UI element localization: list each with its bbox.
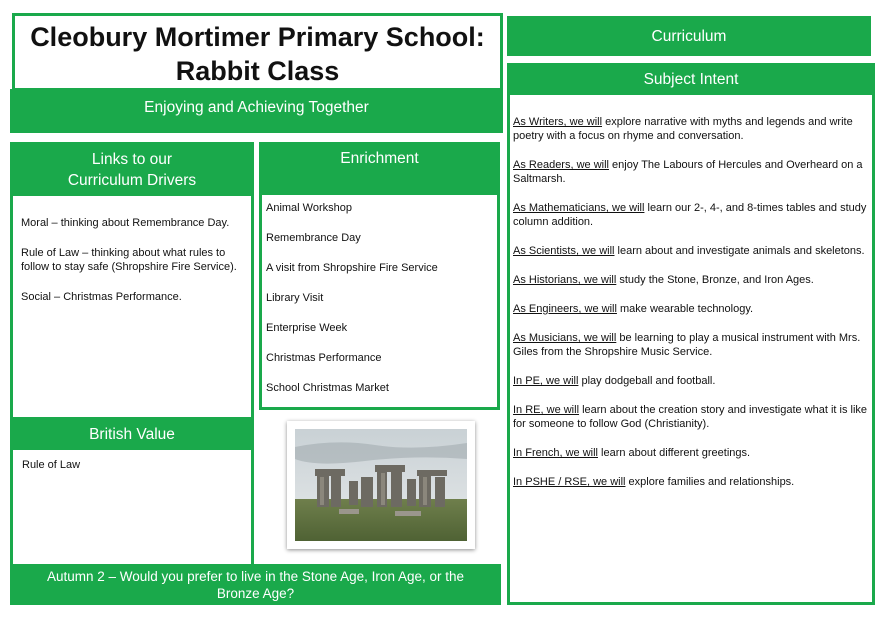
british-value-header [10,418,254,450]
intent-list [513,115,869,504]
curriculum-heading: Curriculum [651,27,727,45]
stonehenge-photo [287,421,475,549]
school-title-box [12,13,503,91]
intent-engineers: As Engineers, we will make wearable technology. [513,303,754,315]
enrichment-header [259,142,500,195]
driver-item-moral: Moral – thinking about Remembrance Day. [21,217,230,229]
drivers-list [21,216,249,320]
enrichment-item: Library Visit [266,292,324,304]
british-value-text: Rule of Law [22,459,81,471]
enrichment-heading: Enrichment [340,150,419,167]
drivers-heading-line1: Links to our [91,151,173,168]
intent-musicians: As Musicians, we will be learning to play a musical instrument with Mrs. Giles from the Shropshire Music Service. [513,332,861,358]
enrichment-list [266,201,494,411]
enrichment-item: Remembrance Day [266,232,361,244]
enrichment-item: Christmas Performance [266,352,382,364]
intent-pshe-rse: In PSHE / RSE, we will explore families and relationships. [513,476,795,488]
enrichment-item: A visit from Shropshire Fire Service [266,262,438,274]
enquiry-question: Autumn 2 – Would you prefer to live in the Stone Age, Iron Age, or the Bronze Age? [46,568,464,601]
intent-scientists: As Scientists, we will learn about and investigate animals and skeletons. [513,245,865,257]
school-title: Cleobury Mortimer Primary School: [30,22,485,52]
drivers-heading-line2: Curriculum Drivers [67,172,197,189]
curriculum-header [507,16,871,56]
stonehenge-image [295,429,467,541]
intent-readers: As Readers, we will enjoy The Labours of Hercules and Overheard on a Saltmarsh. [513,159,863,185]
enrichment-item: Enterprise Week [266,322,348,334]
british-value-heading: British Value [89,425,175,443]
class-title: Rabbit Class [175,56,340,86]
intent-french: In French, we will learn about different greetings. [513,447,751,459]
question-bar [10,564,501,605]
intent-re: In RE, we will learn about the creation story and investigate what it is like for someone to follow God (Christianity). [513,404,868,430]
motto-bar [10,89,503,133]
drivers-header [10,142,254,196]
subject-intent-heading: Subject Intent [643,70,739,88]
intent-writers: As Writers, we will explore narrative with myths and legends and write poetry with a focus on rhyme and conversation. [513,116,853,142]
intent-historians: As Historians, we will study the Stone, Bronze, and Iron Ages. [513,274,814,286]
driver-item-rule-of-law: Rule of Law – thinking about what rules to follow to stay safe (Shropshire Fire Service). [21,247,237,273]
enrichment-item: School Christmas Market [266,382,389,394]
enrichment-item: Animal Workshop [266,202,352,214]
intent-pe: In PE, we will play dodgeball and football. [513,375,716,387]
intent-mathematicians: As Mathematicians, we will learn our 2-, 4-, and 8-times tables and study column addition. [513,202,867,228]
subject-intent-header [507,63,875,95]
motto: Enjoying and Achieving Together [144,99,369,116]
driver-item-social: Social – Christmas Performance. [21,291,182,303]
